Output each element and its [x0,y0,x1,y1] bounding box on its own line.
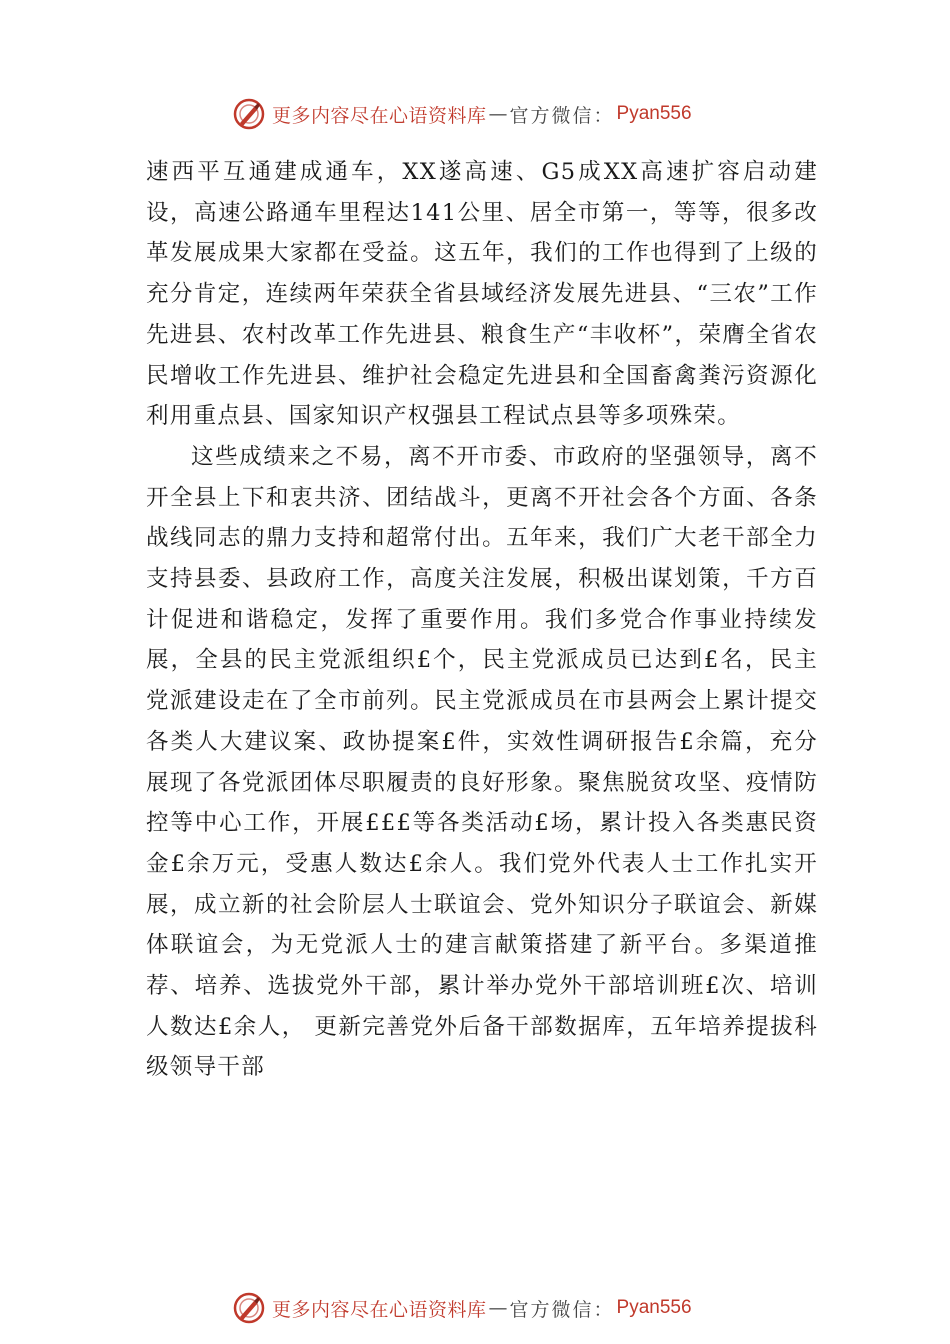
watermark-separator: — [488,103,508,125]
header-watermark [232,96,692,132]
watermark-separator: — [488,1297,508,1319]
watermark-contact-label: 官方微信： [509,104,615,127]
watermark-contact-id: Pyan556 [616,1297,692,1318]
watermark-contact-id: Pyan556 [616,103,692,124]
watermark-brand: 更多内容尽在心语资料库 [272,1298,487,1321]
brand-logo-icon [232,97,266,131]
paragraph-1: 速西平互通建成通车，XX遂高速、G5成XX高速扩容启动建设，高速公路通车里程达141公里、居全市第一，等等，很多改革发展成果大家都在受益。这五年，我们的工作也得到了上级的充分肯定，连续两年荣获全省县域经济发展先进县、“三农”工作先进县、农村改革工作先进县、粮食生产“丰收杯”，荣膺全省农民增收工作先进县、维护社会稳定先进县和全国畜禽粪污资源化利用重点县、国家知识产权强县工程试点县等多项殊荣。 [146,159,818,430]
document-body [146,152,818,1088]
footer-watermark [232,1290,692,1326]
brand-logo-icon [232,1291,266,1325]
watermark-contact-label: 官方微信： [509,1298,615,1321]
paragraph-2: 这些成绩来之不易，离不开市委、市政府的坚强领导，离不开全县上下和衷共济、团结战斗，更离不开社会各个方面、各条战线同志的鼎力支持和超常付出。五年来，我们广大老干部全力支持县委、县政府工作，高度关注发展，积极出谋划策，千方百计促进和谐稳定，发挥了重要作用。我们多党合作事业持续发展，全县的民主党派组织£个，民主党派成员已达到£名，民主党派建设走在了全市前列。民主党派成员在市县两会上累计提交各类人大建议案、政协提案£件，实效性调研报告£余篇，充分展现了各党派团体尽职履责的良好形象。聚焦脱贫攻坚、疫情防控等中心工作，开展£££等各类活动£场，累计投入各类惠民资金£余万元，受惠人数达£余人。我们党外代表人士工作扎实开展，成立新的社会阶层人士联谊会、党外知识分子联谊会、新媒体联谊会，为无党派人士的建言献策搭建了新平台。多渠道推荐、培养、选拔党外干部，累计举办党外干部培训班£次、培训人数达£余人， 更新完善党外后备干部数据库，五年培养提拔科级领导干部 [146,443,818,1081]
watermark-brand: 更多内容尽在心语资料库 [272,104,487,127]
